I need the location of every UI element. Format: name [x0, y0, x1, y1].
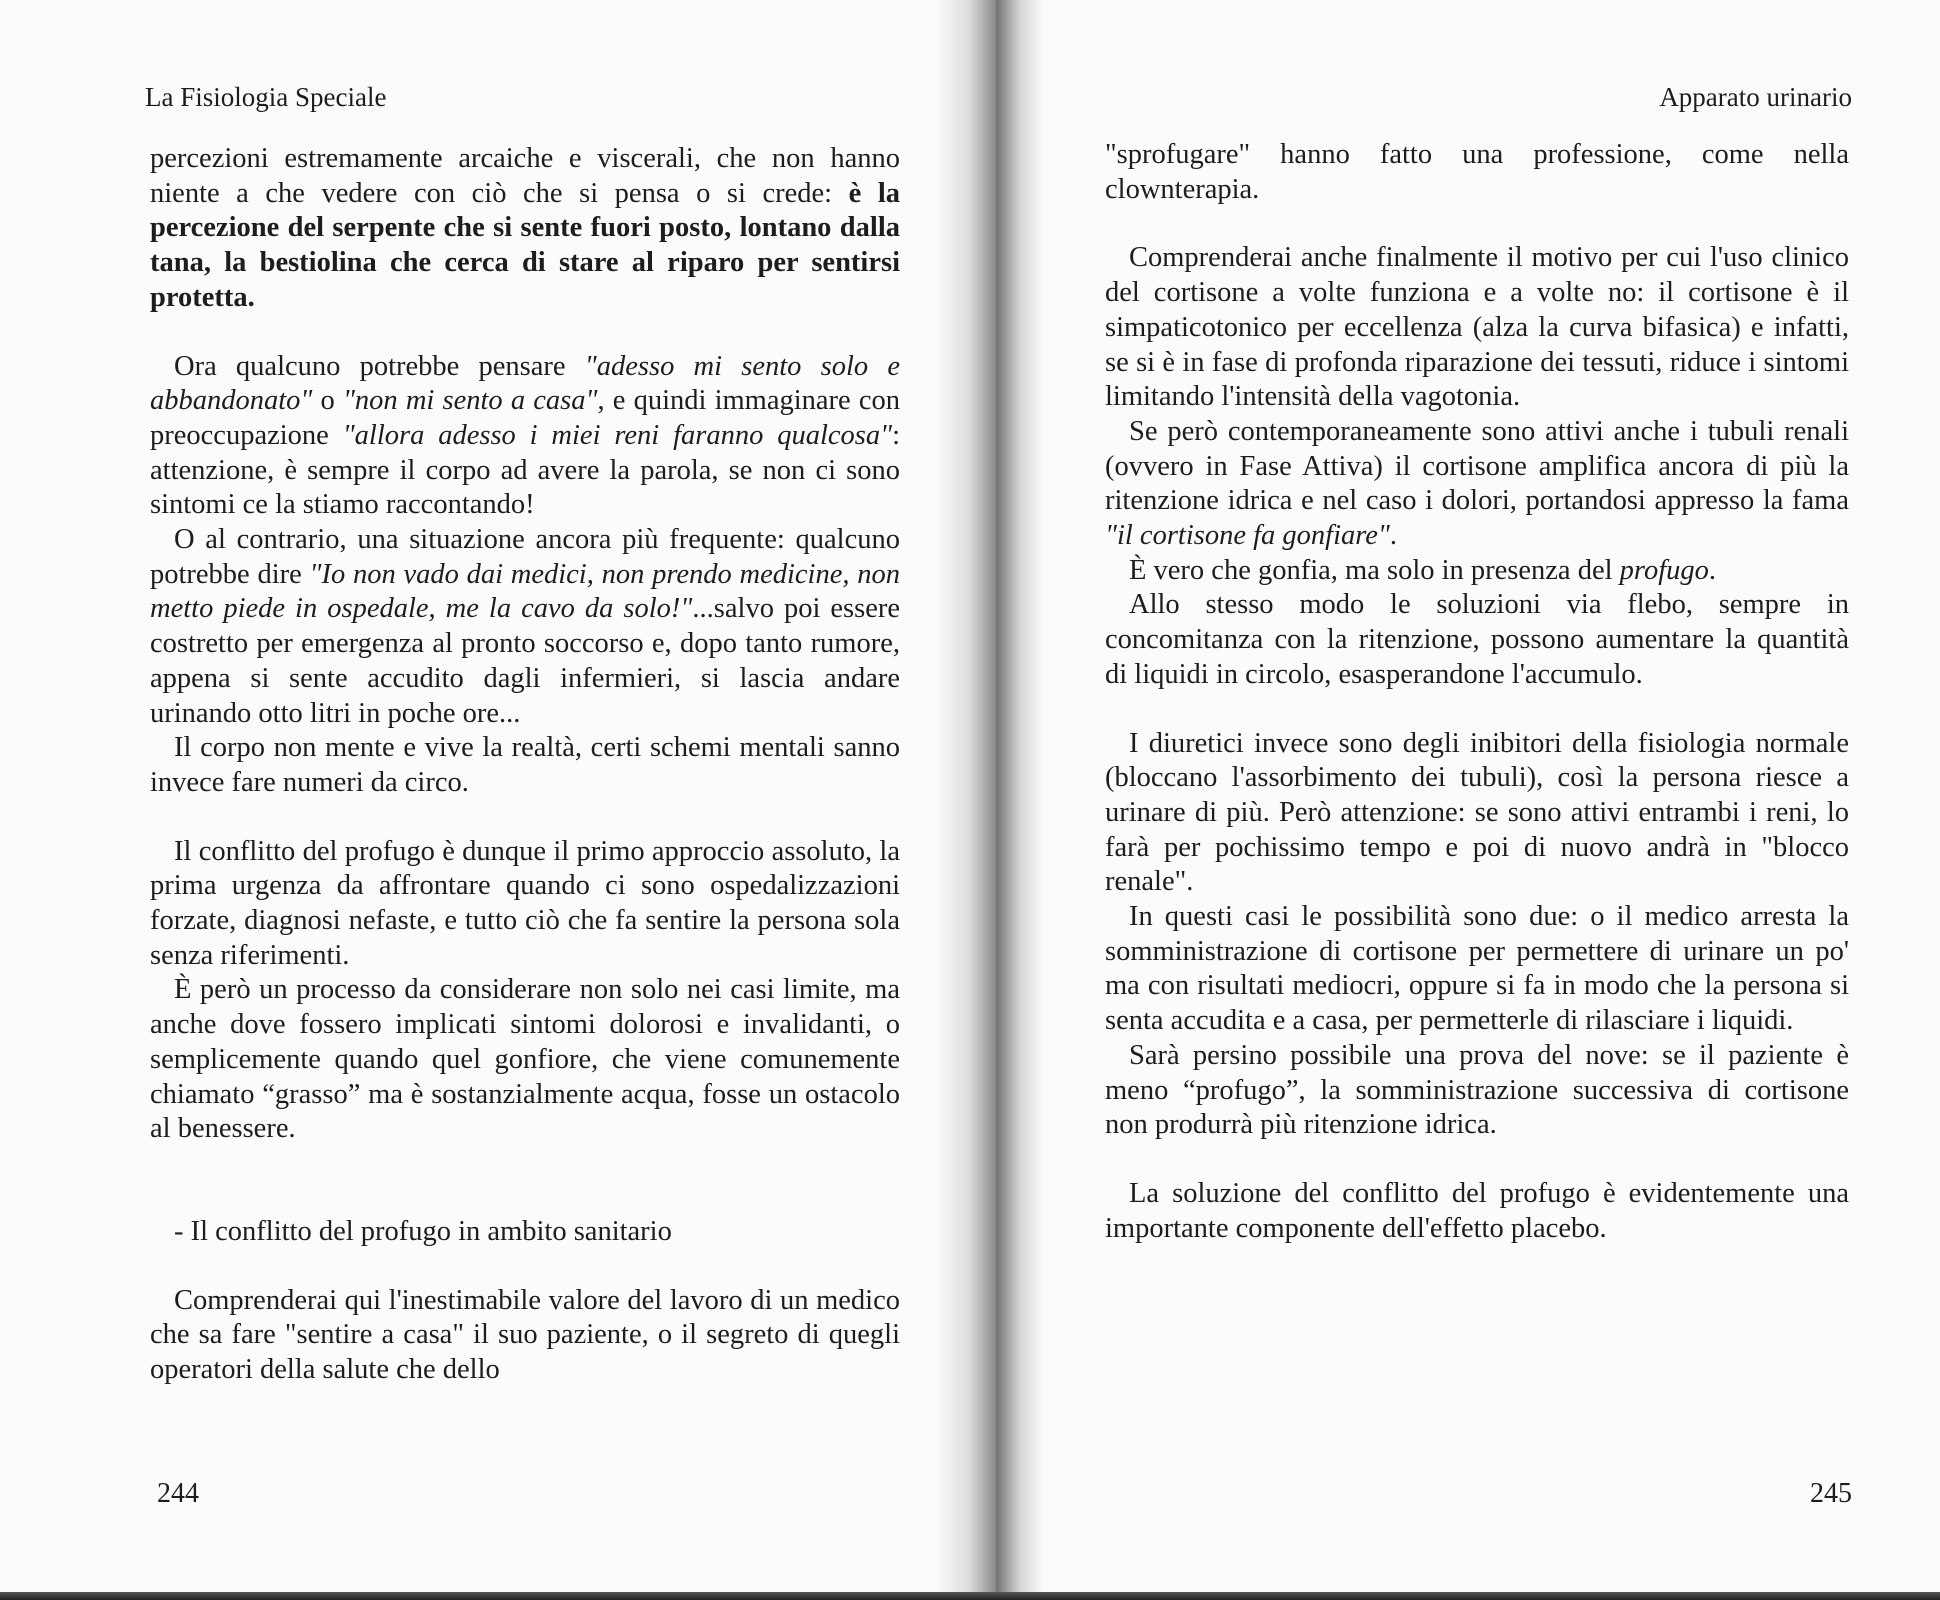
text-run: .	[1389, 520, 1398, 552]
text-run: Ora qualcuno potrebbe pensare	[174, 350, 585, 382]
text-run: Se però contemporaneamente sono attivi anche i tubuli renali (ovvero in Fase Attiva) il cortisone amplifica ancora di più la ritenzione idrica e nel caso i dolori, portandosi appresso la fama	[1105, 415, 1849, 517]
italic-quote: "Io non vado dai medici, non prendo medicine, non metto piede in ospedale, me la cavo da solo!"	[150, 558, 900, 625]
text-run: O al contrario, una situazione ancora più frequente: qualcuno potrebbe dire	[150, 524, 900, 590]
page-number-left: 244	[157, 1478, 199, 1509]
text-run: o	[312, 385, 343, 417]
right-page	[996, 0, 1940, 1592]
text-run: , e quindi immaginare con preoccupazione	[150, 385, 900, 451]
paragraph: In questi casi le possibilità sono due: o il medico arresta la somministrazione di cortisone per permettere di urinare un po' ma con risultati mediocri, oppure si fa in modo che la persona si senta accudita e a casa, per permetterle di rilasciare i liquidi.	[1105, 901, 1849, 1037]
paragraph	[1105, 554, 1849, 589]
text-run: : attenzione, è sempre il corpo ad avere la parola, se non ci sono sintomi ce la stiamo raccontando!	[150, 419, 901, 521]
paragraph: Il corpo non mente e vive la realtà, certi schemi mentali sanno invece fare numeri da circo.	[150, 732, 900, 798]
text-run: .	[1708, 554, 1716, 586]
italic-quote: "allora adesso i miei reni faranno qualcosa"	[342, 419, 893, 451]
text-run: È vero che gonfia, ma solo in presenza del	[1129, 554, 1620, 586]
paragraph: Sarà persino possibile una prova del nove: se il paziente è meno “profugo”, la somministrazione successiva di cortisone non produrrà più ritenzione idrica.	[1105, 1039, 1849, 1141]
text-run: percezioni estremamente arcaiche e viscerali, che non hanno niente a che vedere con ciò che si pensa o si crede:	[150, 143, 900, 209]
paragraph: Comprenderai qui l'inestimabile valore del lavoro di un medico che sa fare "sentire a casa" il suo paziente, o il segreto di quegli operatori della salute che dello	[150, 1284, 900, 1386]
running-head-right: Apparato urinario	[1659, 82, 1852, 112]
section-heading: - Il conflitto del profugo in ambito sanitario	[174, 1215, 672, 1247]
paragraph	[150, 523, 900, 731]
paragraph: I diuretici invece sono degli inibitori della fisiologia normale (bloccano l'assorbimento dei tubuli), così la persona riesce a urinare di più. Però attenzione: se sono attivi entrambi i reni, lo farà per pochissimo tempo e poi di nuovo andrà in "blocco renale".	[1105, 727, 1849, 898]
running-head-left: La Fisiologia Speciale	[145, 82, 387, 112]
paragraph: "sprofugare" hanno fatto una professione, come nella clownterapia.	[1105, 139, 1849, 205]
paragraph	[150, 142, 900, 316]
paragraph	[150, 350, 900, 524]
paragraph: Allo stesso modo le soluzioni via flebo, sempre in concomitanza con la ritenzione, possono aumentare la quantità di liquidi in circolo, esasperandone l'accumulo.	[1105, 589, 1849, 690]
paragraph	[1105, 415, 1849, 554]
italic-quote: "il cortisone fa gonfiare"	[1105, 520, 1390, 552]
book-bottom-edge	[0, 1592, 1940, 1600]
italic-word: profugo	[1619, 554, 1709, 586]
italic-quote: "non mi sento a casa"	[342, 385, 598, 417]
paragraph: Il conflitto del profugo è dunque il primo approccio assoluto, la prima urgenza da affrontare quando ci sono ospedalizzazioni forzate, diagnosi nefaste, e tutto ciò che fa sentire la persona sola senza riferimenti.	[150, 835, 900, 971]
paragraph: Comprenderai anche finalmente il motivo per cui l'uso clinico del cortisone a volte funziona e a volte no: il cortisone è il simpaticotonico per eccellenza (alza la curva bifasica) e infatti, se si è in fase di profonda riparazione dei tessuti, riduce i sintomi limitando l'intensità della vagotonia.	[1105, 242, 1849, 413]
bold-text: è la percezione del serpente che si sente fuori posto, lontano dalla tana, la bestiolina che cerca di stare al riparo per sentirsi protetta.	[150, 177, 900, 313]
page-number-right: 245	[1810, 1478, 1852, 1509]
paragraph: È però un processo da considerare non solo nei casi limite, ma anche dove fossero implicati sintomi dolorosi e invalidanti, o semplicemente quando quel gonfiore, che viene comunemente chiamato “grasso” ma è sostanzialmente acqua, fosse un ostacolo al benessere.	[150, 974, 900, 1145]
paragraph: La soluzione del conflitto del profugo è evidentemente una importante componente dell'effetto placebo.	[1105, 1177, 1849, 1244]
text-run: ...salvo poi essere costretto per emergenza al pronto soccorso e, dopo tanto rumore, appena si sente accudito dagli infermieri, si lascia andare urinando otto litri in poche ore...	[150, 593, 901, 729]
right-page-text	[1105, 138, 1849, 1246]
italic-quote: "adesso mi sento solo e abbandonato"	[150, 350, 900, 417]
left-page-text	[150, 142, 900, 1388]
